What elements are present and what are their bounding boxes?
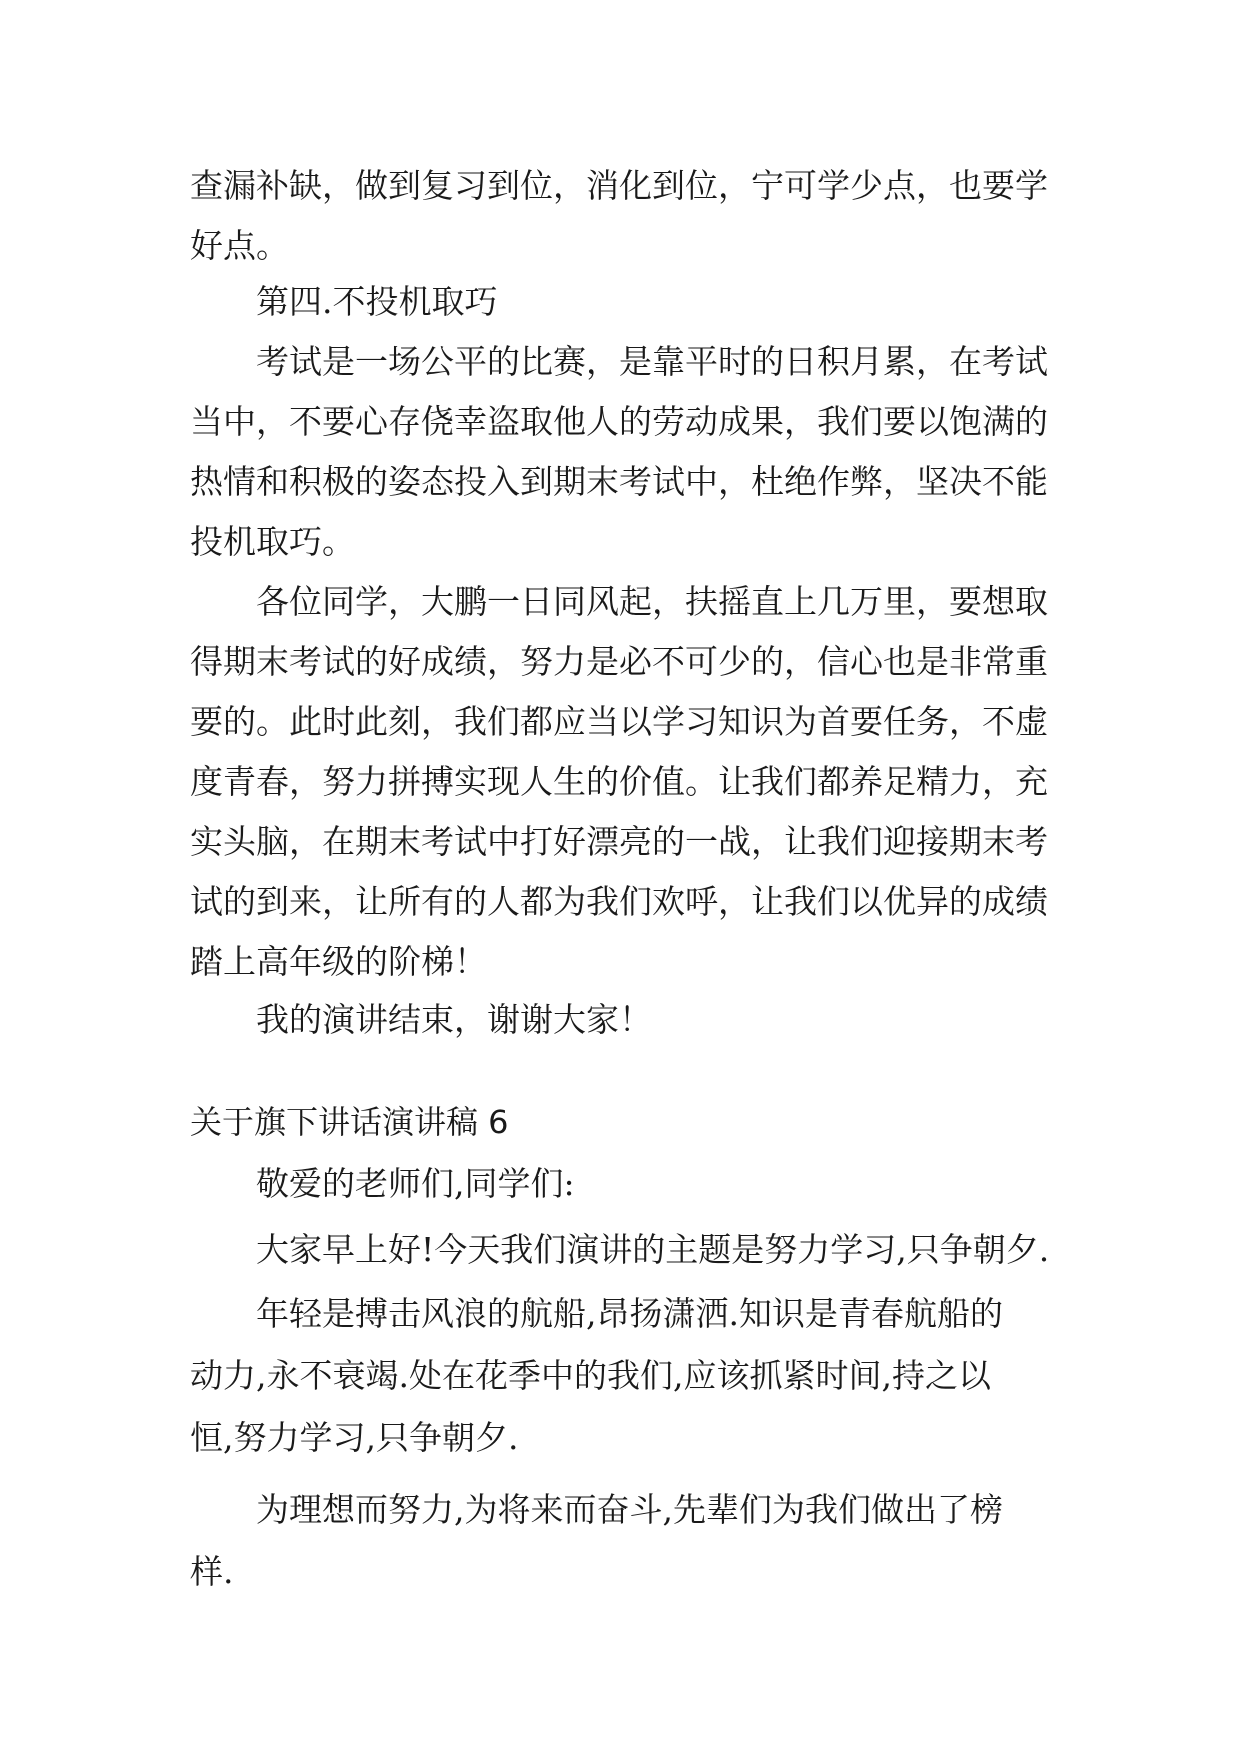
paragraph-line: 动力,永不衰竭.处在花季中的我们,应该抓紧时间,持之以 (190, 1356, 991, 1395)
paragraph-line: 各位同学，大鹏一日同风起，扶摇直上几万里，要想取 (256, 582, 1048, 621)
paragraph-line: 当中，不要心存侥幸盗取他人的劳动成果，我们要以饱满的 (190, 402, 1048, 441)
speech-title: 关于旗下讲话演讲稿 6 (190, 1103, 509, 1141)
paragraph-line: 投机取巧。 (190, 522, 355, 561)
paragraph-line: 热情和积极的姿态投入到期末考试中，杜绝作弊，坚决不能 (190, 462, 1048, 501)
paragraph-line: 大家早上好!今天我们演讲的主题是努力学习,只争朝夕. (256, 1230, 1050, 1269)
greeting-line: 敬爱的老师们,同学们: (256, 1164, 575, 1203)
closing-line: 我的演讲结束，谢谢大家！ (256, 1000, 652, 1039)
paragraph-line: 考试是一场公平的比赛，是靠平时的日积月累，在考试 (256, 342, 1048, 381)
paragraph-line: 度青春，努力拼搏实现人生的价值。让我们都养足精力，充 (190, 762, 1048, 801)
paragraph-line: 查漏补缺，做到复习到位，消化到位，宁可学少点，也要学 (190, 166, 1048, 205)
paragraph-line: 踏上高年级的阶梯！ (190, 942, 487, 981)
paragraph-line: 好点。 (190, 226, 289, 265)
paragraph-line: 试的到来，让所有的人都为我们欢呼，让我们以优异的成绩 (190, 882, 1048, 921)
paragraph-line: 恒,努力学习,只争朝夕. (190, 1418, 519, 1457)
paragraph-line: 样. (190, 1552, 234, 1591)
paragraph-line: 得期末考试的好成绩，努力是必不可少的，信心也是非常重 (190, 642, 1048, 681)
paragraph-line: 要的。此时此刻，我们都应当以学习知识为首要任务，不虚 (190, 702, 1048, 741)
paragraph-line: 为理想而努力,为将来而奋斗,先辈们为我们做出了榜 (256, 1490, 1003, 1529)
paragraph-line: 年轻是搏击风浪的航船,昂扬潇洒.知识是青春航船的 (256, 1294, 1003, 1333)
paragraph-line: 实头脑，在期末考试中打好漂亮的一战，让我们迎接期末考 (190, 822, 1048, 861)
section-heading: 第四.不投机取巧 (256, 282, 498, 321)
